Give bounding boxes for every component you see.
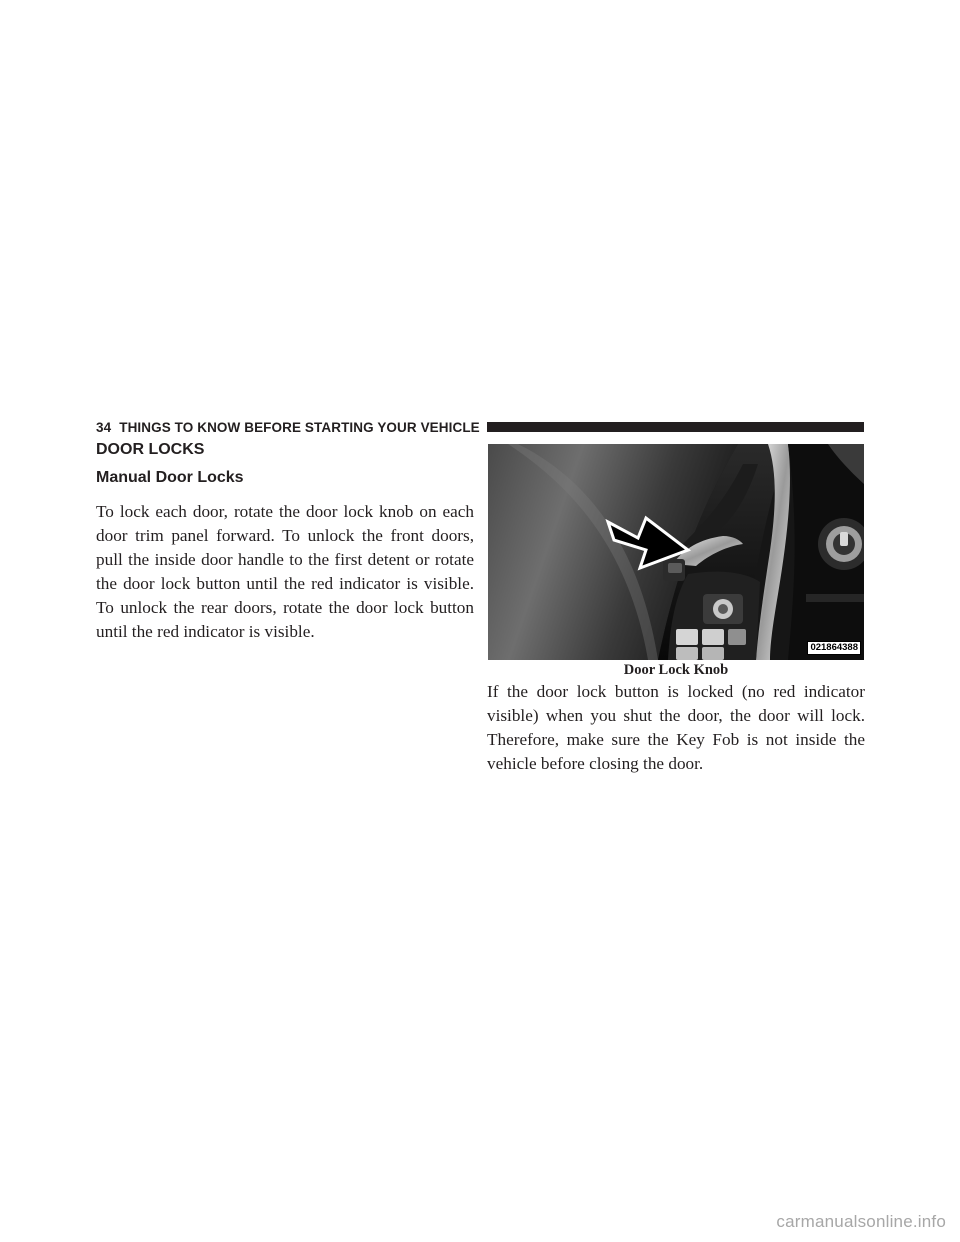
body-paragraph-key-fob-warning: If the door lock button is locked (no red indicator visible) when you shut the door, the door will lock. Therefore, make sure the Key Fob is not inside the vehicle before closing the door. xyxy=(487,682,865,773)
running-title: THINGS TO KNOW BEFORE STARTING YOUR VEHICLE xyxy=(119,419,480,435)
page-number: 34 xyxy=(96,419,112,435)
subsection-title: Manual Door Locks xyxy=(96,469,244,486)
section-title: DOOR LOCKS xyxy=(96,441,205,458)
running-header xyxy=(96,416,864,438)
door-lock-knob-photo xyxy=(488,444,864,660)
body-paragraph-manual-locks: To lock each door, rotate the door lock knob on each door trim panel forward. To unlock the front doors, pull the inside door handle to the first detent or rotate the door lock button until the red indicator is visible. To unlock the rear doors, rotate the door lock button until the red indicator is visible. xyxy=(96,502,474,641)
header-rule xyxy=(487,422,864,432)
watermark: carmanualsonline.info xyxy=(776,1212,946,1231)
figure-caption: Door Lock Knob xyxy=(623,662,729,678)
figure-image-code: 021864388 xyxy=(807,641,861,655)
